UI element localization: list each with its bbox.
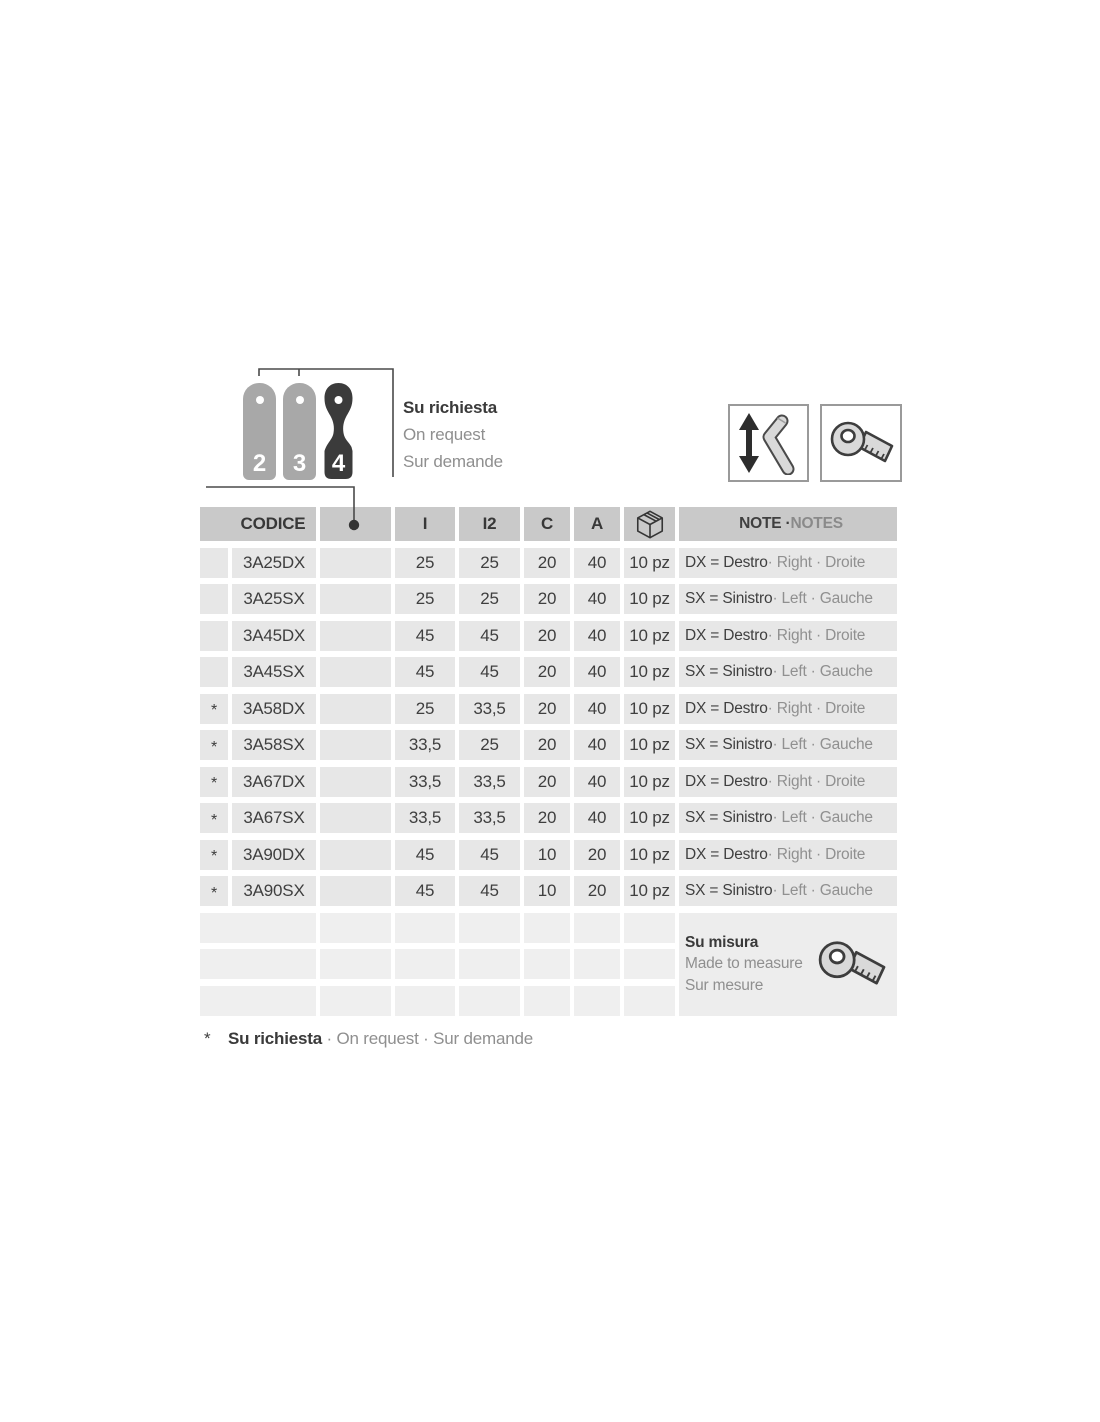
col-header-variant	[320, 507, 391, 541]
cell-c: 20	[524, 767, 570, 797]
col-header-i: I	[395, 507, 455, 541]
note-gray: · Left · Gauche	[772, 882, 873, 899]
cell-star: *	[200, 876, 228, 906]
cell-i2: 33,5	[459, 803, 520, 833]
made-to-measure-it: Su misura	[685, 933, 759, 951]
screw-hole	[296, 396, 304, 404]
cell-a: 40	[574, 584, 620, 614]
cell-a: 40	[574, 767, 620, 797]
cell-note	[679, 840, 897, 870]
cell-i2: 45	[459, 876, 520, 906]
cell-c: 20	[524, 730, 570, 760]
cell-i: 25	[395, 584, 455, 614]
cell-empty-variant	[320, 949, 391, 979]
height-adjust-allen-key-iconbox	[728, 404, 809, 482]
cell-code: 3A58DX	[232, 694, 316, 724]
col-header-a: A	[574, 507, 620, 541]
cell-empty-i2	[459, 913, 520, 943]
cell-pz: 10 pz	[624, 803, 675, 833]
note-gray: · Left · Gauche	[772, 590, 873, 607]
cell-pz: 10 pz	[624, 694, 675, 724]
cell-empty-i2	[459, 949, 520, 979]
made-to-measure-text	[685, 932, 803, 997]
made-to-measure-en: Made to measure	[685, 955, 803, 973]
cell-variant	[320, 548, 391, 578]
cell-empty-code	[200, 913, 316, 943]
cell-variant	[320, 767, 391, 797]
footnote-it: Su richiesta	[228, 1029, 322, 1048]
cell-empty-variant	[320, 913, 391, 943]
cell-a: 40	[574, 730, 620, 760]
made-to-measure-note	[679, 913, 897, 1016]
note-gray: · Left · Gauche	[772, 663, 873, 680]
cell-note	[679, 803, 897, 833]
made-to-measure-fr: Sur mesure	[685, 976, 764, 994]
cell-i: 25	[395, 548, 455, 578]
cell-note	[679, 621, 897, 651]
cell-i: 45	[395, 840, 455, 870]
cell-a: 40	[574, 548, 620, 578]
cell-i2: 25	[459, 548, 520, 578]
note-dark: DX = Destro	[685, 845, 768, 863]
cell-c: 20	[524, 694, 570, 724]
cell-i2: 33,5	[459, 767, 520, 797]
cell-variant	[320, 621, 391, 651]
note-gray: · Right · Droite	[767, 845, 866, 863]
cell-code: 3A45DX	[232, 621, 316, 651]
cell-i: 33,5	[395, 767, 455, 797]
variant-label: 4	[331, 450, 346, 477]
cell-i2: 25	[459, 730, 520, 760]
cell-i: 45	[395, 657, 455, 687]
cell-star	[200, 584, 228, 614]
tape-measure-iconbox	[820, 404, 902, 482]
note-gray: · Right · Droite	[767, 626, 866, 644]
col-header-codice: CODICE	[200, 507, 316, 541]
note-dark: DX = Destro	[685, 553, 768, 571]
cell-empty-variant	[320, 986, 391, 1016]
cell-i: 45	[395, 621, 455, 651]
cell-empty-a	[574, 949, 620, 979]
footnote-en-fr: · On request · Sur demande	[321, 1029, 533, 1048]
on-request-it: Su richiesta	[403, 398, 497, 417]
footnote-asterisk: *	[204, 1029, 211, 1048]
on-request-fr: Sur demande	[403, 452, 503, 471]
cell-variant	[320, 840, 391, 870]
cell-star: *	[200, 767, 228, 797]
cell-c: 20	[524, 548, 570, 578]
note-dark: SX = Sinistro	[685, 736, 773, 753]
cell-empty-c	[524, 913, 570, 943]
cell-empty-c	[524, 986, 570, 1016]
tape-measure-icon	[813, 931, 889, 997]
cell-code: 3A58SX	[232, 730, 316, 760]
cell-empty-c	[524, 949, 570, 979]
cell-empty-a	[574, 913, 620, 943]
cell-i: 33,5	[395, 730, 455, 760]
col-header-i2: I2	[459, 507, 520, 541]
screw-hole	[256, 396, 264, 404]
cell-empty-pz	[624, 949, 675, 979]
cell-a: 40	[574, 621, 620, 651]
note-dark: SX = Sinistro	[685, 590, 773, 607]
cell-empty-code	[200, 986, 316, 1016]
cell-a: 40	[574, 694, 620, 724]
cell-note	[679, 730, 897, 760]
cell-pz: 10 pz	[624, 657, 675, 687]
tape-measure-icon	[826, 412, 896, 474]
cell-code: 3A45SX	[232, 657, 316, 687]
cell-star	[200, 621, 228, 651]
height-adjust-allen-key-icon	[736, 411, 802, 475]
col-header-note: NOTE · NOTES	[679, 507, 897, 541]
cell-note	[679, 876, 897, 906]
col-header-package	[624, 507, 675, 541]
cell-empty-a	[574, 986, 620, 1016]
cell-empty-i	[395, 986, 455, 1016]
variant-shape-4	[322, 383, 355, 480]
cell-star: *	[200, 803, 228, 833]
cell-variant	[320, 584, 391, 614]
cell-pz: 10 pz	[624, 548, 675, 578]
cell-star: *	[200, 694, 228, 724]
note-dark: SX = Sinistro	[685, 882, 773, 899]
cell-empty-pz	[624, 913, 675, 943]
cell-pz: 10 pz	[624, 876, 675, 906]
note-gray: · Left · Gauche	[772, 736, 873, 753]
note-gray: · Right · Droite	[767, 699, 866, 717]
cell-a: 40	[574, 803, 620, 833]
spec-table	[200, 507, 897, 1016]
cell-c: 10	[524, 840, 570, 870]
note-dark: DX = Destro	[685, 626, 768, 644]
cell-code: 3A25DX	[232, 548, 316, 578]
cell-pz: 10 pz	[624, 840, 675, 870]
footnote	[204, 1029, 533, 1049]
cell-i2: 33,5	[459, 694, 520, 724]
cell-star: *	[200, 730, 228, 760]
cell-star: *	[200, 840, 228, 870]
cell-empty-i	[395, 913, 455, 943]
cell-pz: 10 pz	[624, 621, 675, 651]
cell-variant	[320, 876, 391, 906]
variant-label: 3	[292, 450, 307, 477]
variant-label: 2	[252, 450, 267, 477]
cell-code: 3A90DX	[232, 840, 316, 870]
variant-shape-3	[283, 383, 316, 480]
cell-c: 20	[524, 621, 570, 651]
cell-empty-i2	[459, 986, 520, 1016]
cell-variant	[320, 657, 391, 687]
cell-a: 20	[574, 876, 620, 906]
cell-pz: 10 pz	[624, 730, 675, 760]
cell-note	[679, 584, 897, 614]
cell-note	[679, 767, 897, 797]
cell-i2: 25	[459, 584, 520, 614]
note-gray: · Right · Droite	[767, 553, 866, 571]
variant-shape-2	[243, 383, 276, 480]
cell-c: 10	[524, 876, 570, 906]
cell-code: 3A90SX	[232, 876, 316, 906]
note-gray: · Left · Gauche	[772, 809, 873, 826]
note-gray: · Right · Droite	[767, 772, 866, 790]
cell-empty-pz	[624, 986, 675, 1016]
cell-c: 20	[524, 803, 570, 833]
cell-variant	[320, 730, 391, 760]
cell-i2: 45	[459, 657, 520, 687]
cell-note	[679, 548, 897, 578]
cell-c: 20	[524, 584, 570, 614]
cell-code: 3A25SX	[232, 584, 316, 614]
cell-c: 20	[524, 657, 570, 687]
package-icon	[634, 509, 666, 540]
cell-variant	[320, 803, 391, 833]
col-header-c: C	[524, 507, 570, 541]
cell-i2: 45	[459, 840, 520, 870]
cell-pz: 10 pz	[624, 584, 675, 614]
cell-i: 45	[395, 876, 455, 906]
cell-empty-i	[395, 949, 455, 979]
on-request-en: On request	[403, 425, 486, 444]
cell-star	[200, 657, 228, 687]
cell-i2: 45	[459, 621, 520, 651]
cell-code: 3A67SX	[232, 803, 316, 833]
note-dark: SX = Sinistro	[685, 663, 773, 680]
cell-a: 20	[574, 840, 620, 870]
cell-variant	[320, 694, 391, 724]
note-dark: DX = Destro	[685, 699, 768, 717]
cell-note	[679, 694, 897, 724]
cell-i: 33,5	[395, 803, 455, 833]
cell-i: 25	[395, 694, 455, 724]
cell-note	[679, 657, 897, 687]
cell-pz: 10 pz	[624, 767, 675, 797]
cell-empty-code	[200, 949, 316, 979]
on-request-note	[403, 394, 503, 475]
cell-star	[200, 548, 228, 578]
cell-a: 40	[574, 657, 620, 687]
cell-code: 3A67DX	[232, 767, 316, 797]
note-dark: SX = Sinistro	[685, 809, 773, 826]
note-dark: DX = Destro	[685, 772, 768, 790]
